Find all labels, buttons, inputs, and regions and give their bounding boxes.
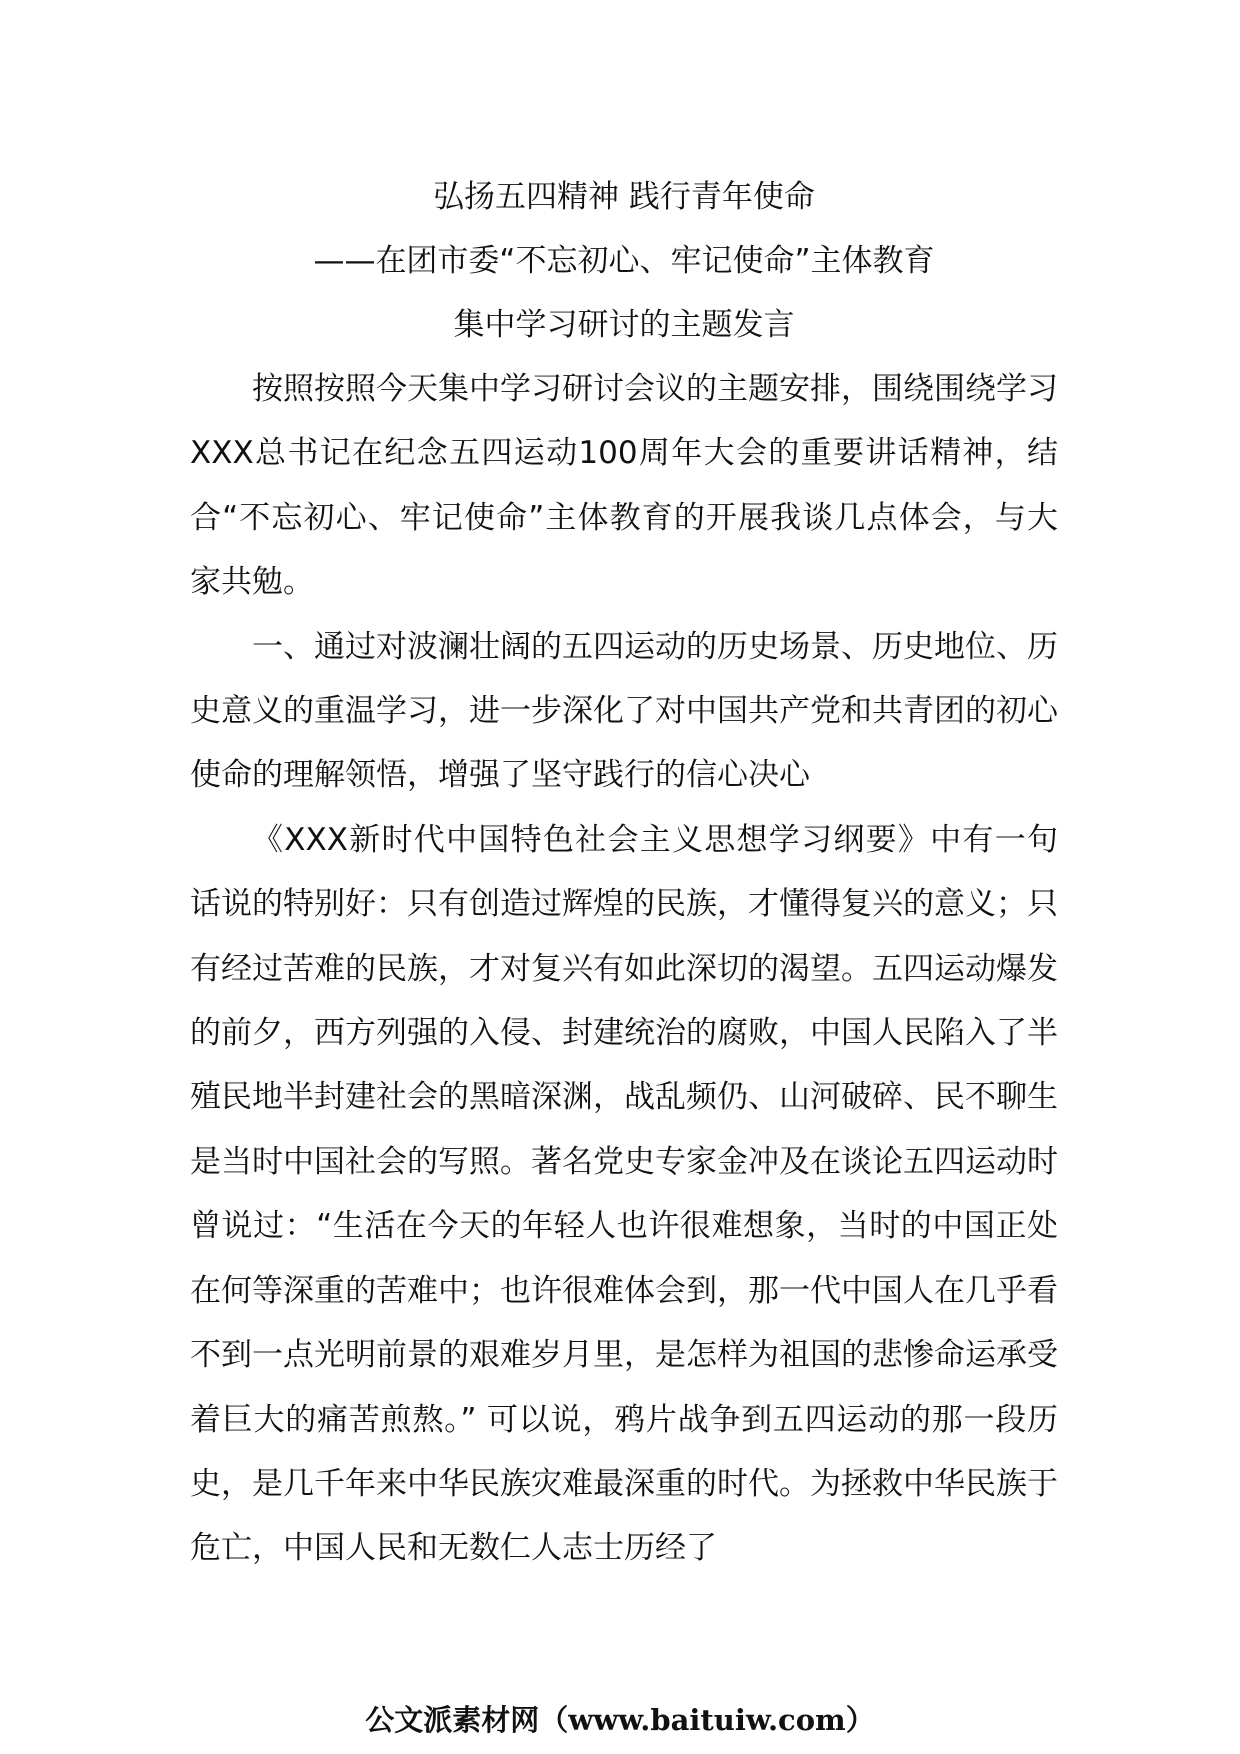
document-subtitle-line-2: 集中学习研讨的主题发言 [453, 307, 795, 343]
document-body [190, 165, 1058, 1581]
paragraph-section-heading-1: 一、通过对波澜壮阔的五四运动的历史场景、历史地位、历史意义的重温学习，进一步深化了对中国共产党和共青团的初心使命的理解领悟，增强了坚守践行的信心决心 [190, 628, 1058, 794]
document-subtitle-line-1: ——在团市委“不忘初心、牢记使命”主体教育 [313, 243, 935, 279]
paragraph-body-1: 《XXX新时代中国特色社会主义思想学习纲要》中有一句话说的特别好：只有创造过辉煌的民族，才懂得复兴的意义；只有经过苦难的民族，才对复兴有如此深切的渴望。五四运动爆发的前夕，西方列强的入侵、封建统治的腐败，中国人民陷入了半殖民地半封建社会的黑暗深渊，战乱频仍、山河破碎、民不聊生是当时中国社会的写照。著名党史专家金冲及在谈论五四运动时曾说过：“生活在今天的年轻人也许很难想象，当时的中国正处在何等深重的苦难中；也许很难体会到，那一代中国人在几乎看不到一点光明前景的艰难岁月里，是怎样为祖国的悲惨命运承受着巨大的痛苦煎熬。” 可以说，鸦片战争到五四运动的那一段历史，是几千年来中华民族灾难最深重的时代。为拯救中华民族于危亡，中国人民和无数仁人志士历经了 [190, 821, 1058, 1567]
paragraph-intro: 按照按照今天集中学习研讨会议的主题安排，围绕围绕学习XXX总书记在纪念五四运动100周年大会的重要讲话精神，结合“不忘初心、牢记使命”主体教育的开展我谈几点体会，与大家共勉。 [190, 371, 1058, 601]
footer-watermark: 公文派素材网（www.baituiw.com） [365, 1703, 875, 1737]
document-title: 弘扬五四精神 践行青年使命 [433, 179, 815, 215]
